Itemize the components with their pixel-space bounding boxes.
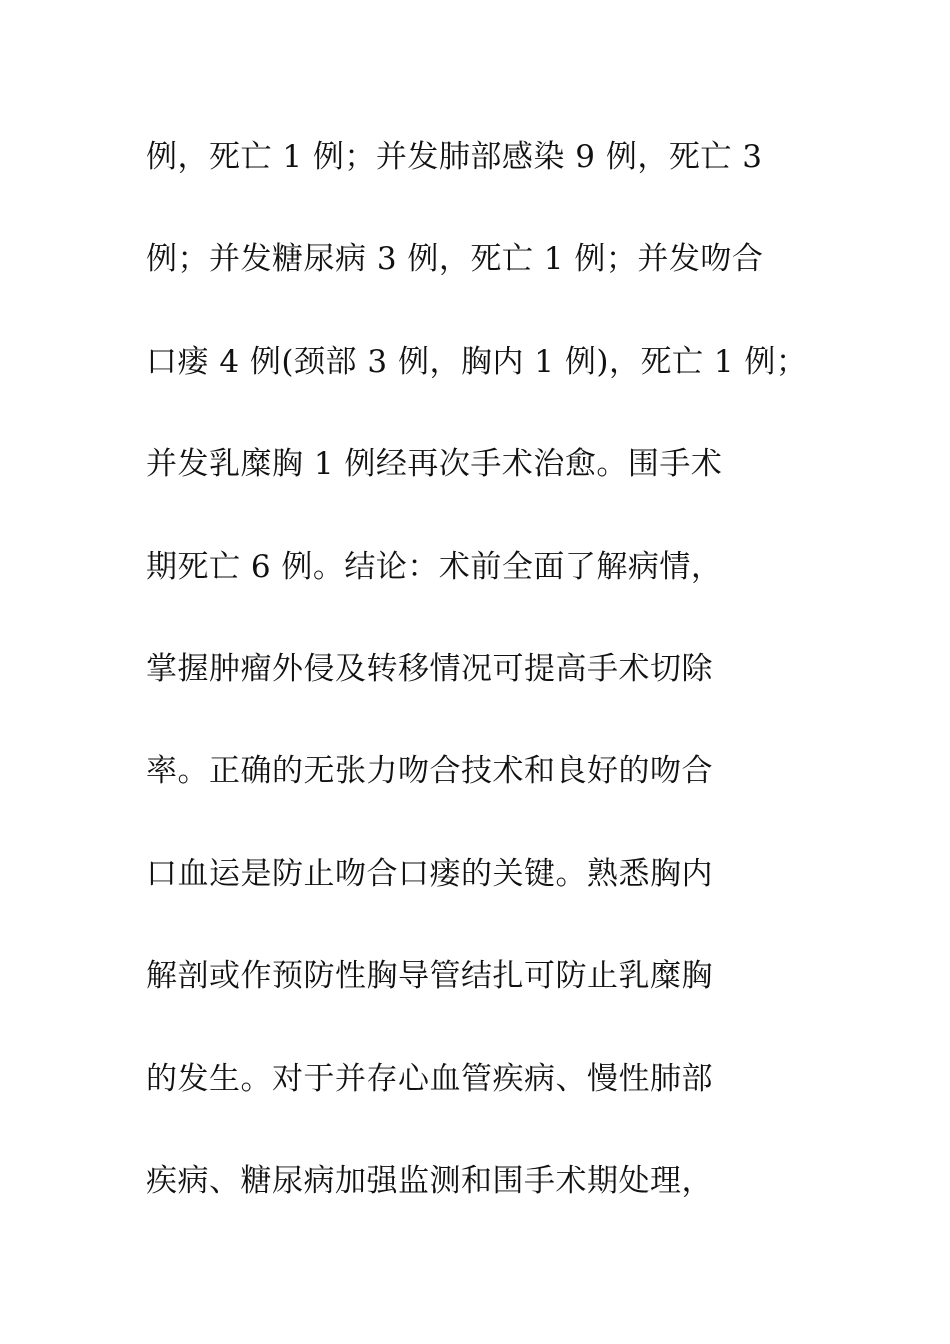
text-line: 疾病、糖尿病加强监测和围手术期处理，: [146, 1162, 713, 1199]
text-line: 口瘘 4 例(颈部 3 例，胸内 1 例)，死亡 1 例；: [146, 343, 808, 380]
text-line: 例，死亡 1 例；并发肺部感染 9 例，死亡 3: [146, 139, 763, 175]
text-line: 并发乳糜胸 1 例经再次手术治愈。围手术: [146, 446, 723, 483]
text-line: 解剖或作预防性胸导管结扎可防止乳糜胸: [146, 958, 713, 995]
text-line: 例；并发糖尿病 3 例，死亡 1 例；并发吻合: [146, 241, 764, 278]
text-line: 期死亡 6 例。结论：术前全面了解病情，: [146, 548, 723, 585]
text-line: 掌握肿瘤外侵及转移情况可提高手术切除: [146, 650, 713, 687]
body-text: [146, 126, 846, 1252]
text-line: 的发生。对于并存心血管疾病、慢性肺部: [146, 1060, 713, 1097]
text-line: 率。正确的无张力吻合技术和良好的吻合: [146, 753, 713, 790]
text-line: 口血运是防止吻合口瘘的关键。熟悉胸内: [146, 855, 713, 892]
